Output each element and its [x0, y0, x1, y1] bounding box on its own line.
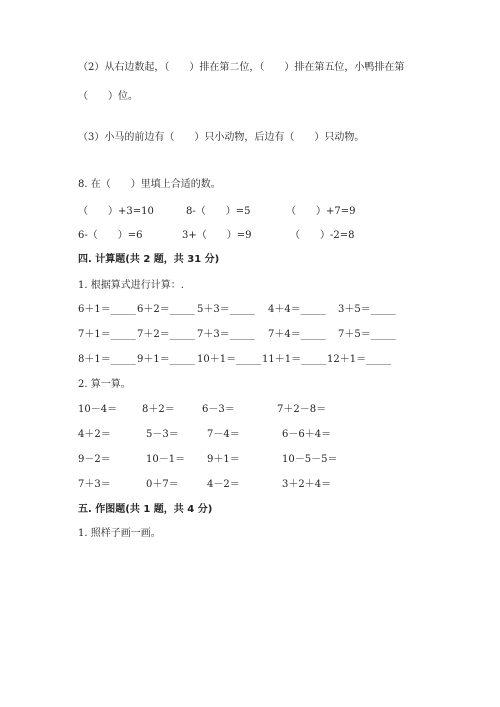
- section-heading: 五. 作图题(共 1 题，共 4 分): [78, 504, 213, 515]
- calc-equation: 6＋2＝_____: [137, 304, 195, 315]
- arith-equation: 6－3＝: [202, 404, 235, 415]
- arith-equation: 9－2＝: [78, 454, 111, 465]
- q8-title: 8. 在（ ）里填上合适的数。: [78, 179, 221, 190]
- q7-part3: （3）小马的前边有（ ）只小动物，后边有（ ）只动物。: [78, 132, 365, 143]
- q8-blank-eq: （ ）-2=8: [290, 230, 355, 241]
- section4-q1-title: 1. 根据算式进行计算：.: [78, 280, 184, 291]
- calc-equation: 4＋4＝_____: [268, 304, 326, 315]
- arith-equation: 6－6＋4＝: [282, 429, 332, 440]
- arith-equation: 10－1＝: [146, 454, 186, 465]
- q7-part2-line2: （ ）位。: [78, 91, 138, 102]
- section5-q1-title: 1. 照样子画一画。: [78, 528, 161, 539]
- calc-equation: 3＋5＝_____: [338, 304, 396, 315]
- calc-equation: 7＋1＝_____: [78, 329, 136, 340]
- calc-equation: 8＋1＝_____: [78, 354, 136, 365]
- calc-equation: 11＋1＝_____: [262, 354, 327, 365]
- calc-equation: 7＋5＝_____: [338, 329, 396, 340]
- calc-equation: 9＋1＝_____: [137, 354, 195, 365]
- calc-equation: 10＋1＝_____: [197, 354, 262, 365]
- arith-equation: 7＋3＝: [78, 479, 111, 490]
- q8-blank-eq: 6-（ ）=6: [78, 230, 143, 241]
- arith-equation: 10－4＝: [78, 404, 118, 415]
- calc-equation: 7＋3＝_____: [197, 329, 255, 340]
- arith-equation: 3＋2＋4＝: [282, 479, 332, 490]
- arith-equation: 0＋7＝: [146, 479, 179, 490]
- q7-part2-line1: （2）从右边数起，（ ）排在第二位，（ ）排在第五位，小鸭排在第: [78, 62, 405, 73]
- arith-equation: 5－3＝: [146, 429, 179, 440]
- section4-q2-title: 2. 算一算。: [78, 379, 131, 390]
- arith-equation: 7－4＝: [207, 429, 240, 440]
- q8-blank-eq: （ ）+3=10: [78, 206, 154, 217]
- calc-equation: 7＋2＝_____: [137, 329, 195, 340]
- calc-equation: 5＋3＝_____: [197, 304, 255, 315]
- arith-equation: 4－2＝: [207, 479, 240, 490]
- calc-equation: 12＋1＝_____: [327, 354, 392, 365]
- arith-equation: 8＋2＝: [142, 404, 175, 415]
- section-heading: 四. 计算题(共 2 题，共 31 分): [78, 254, 220, 265]
- arith-equation: 4＋2＝: [78, 429, 111, 440]
- q8-blank-eq: 8-（ ）=5: [186, 206, 251, 217]
- arith-equation: 7＋2－8＝: [277, 404, 327, 415]
- calc-equation: 7＋4＝_____: [268, 329, 326, 340]
- q8-blank-eq: （ ）+7=9: [286, 206, 356, 217]
- q8-blank-eq: 3+（ ）=9: [182, 230, 252, 241]
- arith-equation: 9＋1＝: [207, 454, 240, 465]
- arith-equation: 10－5－5＝: [282, 454, 338, 465]
- calc-equation: 6＋1＝_____: [78, 304, 136, 315]
